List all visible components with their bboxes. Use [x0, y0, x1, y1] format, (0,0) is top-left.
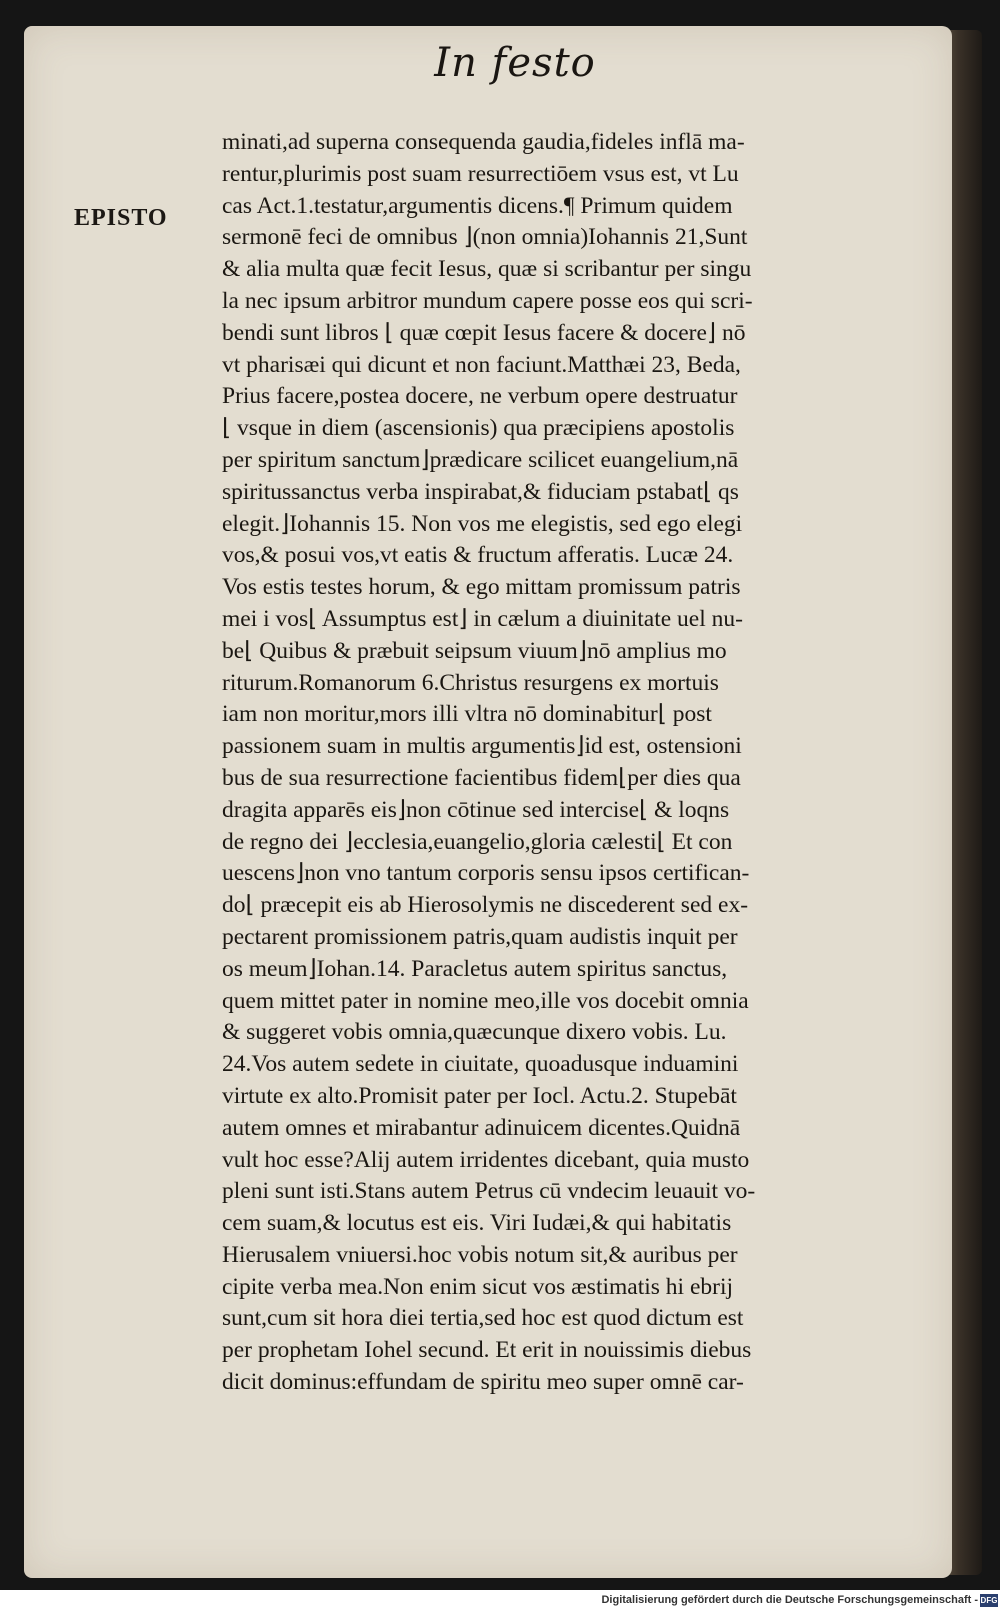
text-line: autem omnes et mirabantur adinuicem dicentes.Quidnā [222, 1114, 741, 1141]
text-line: dragita apparēs eis⌋non cōtinue sed intercise⌊ & loqns [222, 796, 730, 823]
text-line: quem mittet pater in nomine meo,ille vos docebit omnia [222, 987, 749, 1014]
text-line: bus de sua resurrectione facientibus fidem⌊per dies qua [222, 764, 741, 791]
text-line: Vos estis testes horum, & ego mittam promissum patris [222, 574, 741, 601]
margin-note: EPISTO [74, 205, 168, 231]
text-line: pleni sunt isti.Stans autem Petrus cū vndecim leuauit vo- [222, 1178, 756, 1205]
text-line: mei i vos⌊ Assumptus est⌋ in cælum a diuinitate uel nu- [222, 605, 743, 632]
funding-credit: Digitalisierung gefördert durch die Deutsche Forschungsgemeinschaft - [601, 1594, 978, 1606]
text-line: rentur,plurimis post suam resurrectiōem vsus est, vt Lu [222, 160, 739, 187]
text-line: per prophetam Iohel secund. Et erit in nouissimis diebus [222, 1337, 752, 1364]
text-line: cas Act.1.testatur,argumentis dicens.¶ Primum quidem [222, 192, 733, 219]
text-line: cem suam,& locutus est eis. Viri Iudæi,& qui habitatis [222, 1210, 732, 1237]
text-line: virtute ex alto.Promisit pater per Iocl. Actu.2. Stupebāt [222, 1082, 737, 1109]
text-line: cipite verba mea.Non enim sicut vos æstimatis hi ebrij [222, 1273, 734, 1300]
text-line: be⌊ Quibus & præbuit seipsum viuum⌋nō amplius mo [222, 637, 727, 664]
footer-bar [0, 1590, 1000, 1615]
text-line: vos,& posui vos,vt eatis & fructum afferatis. Lucæ 24. [222, 542, 734, 569]
text-line: de regno dei ⌋ecclesia,euangelio,gloria cælesti⌊ Et con [222, 828, 733, 855]
text-line: vult hoc esse?Alij autem irridentes dicebant, quia musto [222, 1146, 750, 1173]
text-line: 24.Vos autem sedete in ciuitate, quoadusque induamini [222, 1051, 739, 1078]
text-line: ⌊ vsque in diem (ascensionis) qua præcipiens apostolis [222, 415, 735, 442]
text-line: & suggeret vobis omnia,quæcunque dixero vobis. Lu. [222, 1019, 727, 1046]
text-line: uescens⌋non vno tantum corporis sensu ipsos certifican- [222, 860, 750, 887]
text-line: & alia multa quæ fecit Iesus, quæ si scribantur per singu [222, 256, 752, 283]
text-line: pectarent promissionem patris,quam audistis inquit per [222, 923, 738, 950]
text-line: bendi sunt libros ⌊ quæ cœpit Iesus facere & docere⌋ nō [222, 319, 746, 346]
text-line: Hierusalem vniuersi.hoc vobis notum sit,& auribus per [222, 1241, 738, 1268]
text-line: passionem suam in multis argumentis⌋id est, ostensioni [222, 733, 742, 760]
text-line: do⌊ præcepit eis ab Hierosolymis ne discederent sed ex- [222, 892, 749, 919]
text-block [222, 127, 922, 1399]
text-line: Prius facere,postea docere, ne verbum opere destruatur [222, 383, 738, 410]
text-line: riturum.Romanorum 6.Christus resurgens ex mortuis [222, 669, 719, 696]
text-line: os meum⌋Iohan.14. Paracletus autem spiritus sanctus, [222, 955, 728, 982]
text-line: sermonē feci de omnibus ⌋(non omnia)Iohannis 21,Sunt [222, 224, 748, 251]
running-title: In festo [434, 40, 596, 86]
text-line: dicit dominus:effundam de spiritu meo super omnē car- [222, 1369, 744, 1396]
text-line: elegit.⌋Iohannis 15. Non vos me elegistis, sed ego elegi [222, 510, 743, 537]
text-line: spiritussanctus verba inspirabat,& fiduciam pstabat⌊ qs [222, 478, 739, 505]
text-line: minati,ad superna consequenda gaudia,fideles inflā ma- [222, 129, 745, 155]
dfg-logo-icon: DFG [980, 1596, 998, 1605]
text-line: per spiritum sanctum⌋prædicare scilicet euangelium,nā [222, 446, 739, 473]
text-line: vt pharisæi qui dicunt et non faciunt.Matthæi 23, Beda, [222, 351, 741, 378]
text-line: sunt,cum sit hora diei tertia,sed hoc est quod dictum est [222, 1305, 744, 1332]
text-line: iam non moritur,mors illi vltra nō dominabitur⌊ post [222, 701, 712, 728]
text-line: la nec ipsum arbitror mundum capere posse eos qui scri- [222, 287, 753, 314]
